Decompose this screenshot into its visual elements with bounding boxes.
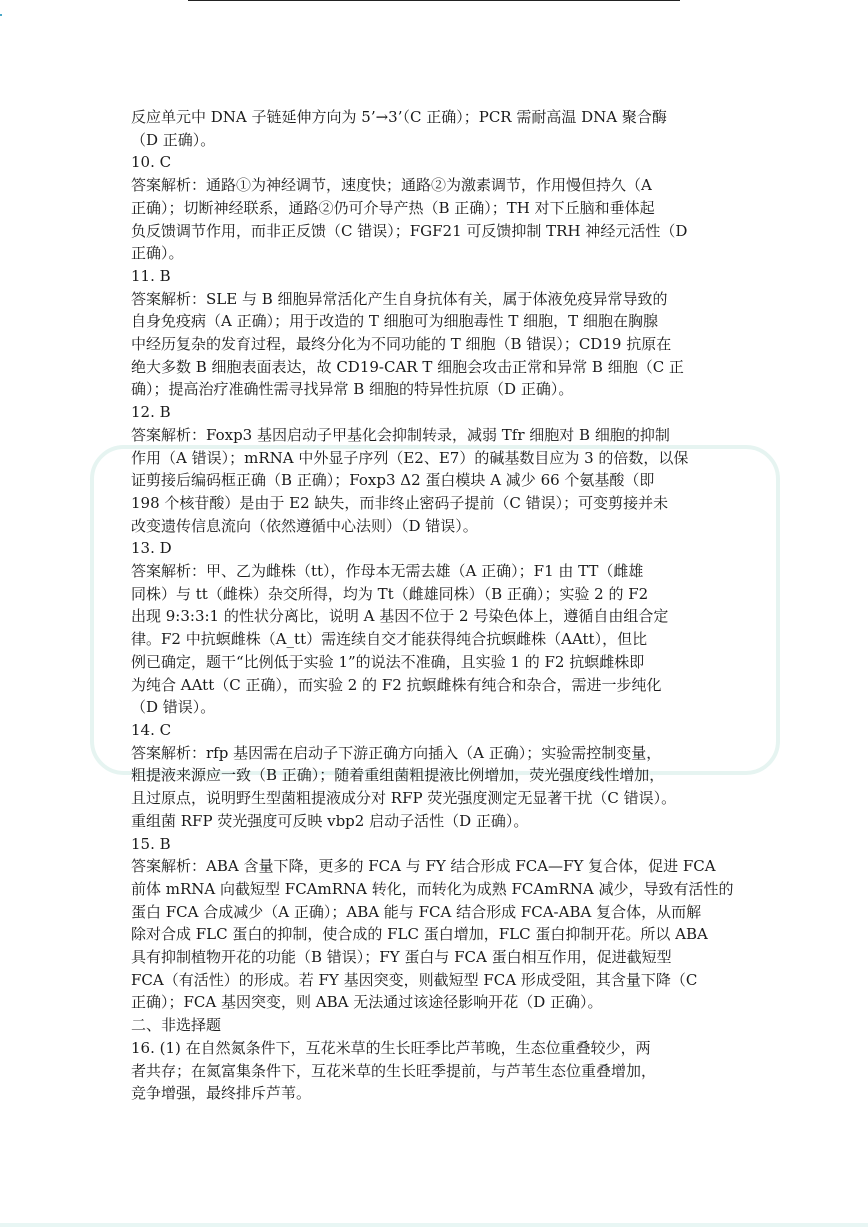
text-line: 竞争增强，最终排斥芦苇。 xyxy=(131,1084,312,1103)
text-line: （D 正确）。 xyxy=(131,130,216,149)
text-line: （D 错误）。 xyxy=(131,698,216,717)
text-line: 确）；提高治疗准确性需寻找异常 B 细胞的特异性抗原（D 正确）。 xyxy=(131,380,574,399)
text-line: 答案解析：ABA 含量下降，更多的 FCA 与 FY 结合形成 FCA—FY 复合体，促进 FCA xyxy=(131,857,716,876)
text-line: 198 个核苷酸）是由于 E2 缺失，而非终止密码子提前（C 错误）；可变剪接并未 xyxy=(131,493,669,512)
text-line: 答案解析：甲、乙为雌株（tt），作母本无需去雄（A 正确）；F1 由 TT（雌雄 xyxy=(131,562,644,581)
text-line: 答案解析：通路①为神经调节，速度快；通路②为激素调节，作用慢但持久（A xyxy=(131,176,652,195)
text-line: 律。F2 中抗螟雌株（A_tt）需连续自交才能获得纯合抗螟雌株（AAtt），但比 xyxy=(131,630,648,649)
text-line: 答案解析：rfp 基因需在启动子下游正确方向插入（A 正确）；实验需控制变量， xyxy=(131,743,662,762)
text-line: 例已确定，题干“比例低于实验 1”的说法不准确，且实验 1 的 F2 抗螟雌株即 xyxy=(131,652,645,671)
text-line: 出现 9:3:3:1 的性状分离比，说明 A 基因不位于 2 号染色体上，遵循自由组合定 xyxy=(131,607,669,626)
text-line: 且过原点，说明野生型菌粗提液成分对 RFP 荧光强度测定无显著干扰（C 错误）。 xyxy=(131,789,677,808)
text-line: 答案解析：Foxp3 基因启动子甲基化会抑制转录，减弱 Tfr 细胞对 B 细胞的抑制 xyxy=(131,425,670,444)
text-line: 正确）；FCA 基因突变，则 ABA 无法通过该途径影响开花（D 正确）。 xyxy=(131,993,603,1012)
text-line: 正确）。 xyxy=(131,244,184,263)
text-line: 14. C xyxy=(131,720,172,739)
text-line: 正确）；切断神经联系，通路②仍可介导产热（B 正确）；TH 对下丘脑和垂体起 xyxy=(131,198,655,217)
text-line: 粗提液来源应一致（B 正确）；随着重组菌粗提液比例增加，荧光强度线性增加， xyxy=(131,766,665,785)
text-line: 作用（A 错误）；mRNA 中外显子序列（E2、E7）的碱基数目应为 3 的倍数，以保 xyxy=(131,448,689,467)
text-line: 答案解析：SLE 与 B 细胞异常活化产生自身抗体有关，属于体液免疫异常导致的 xyxy=(131,289,668,308)
text-line: 同株）与 tt（雌株）杂交所得，均为 Tt（雌雄同株）（B 正确）；实验 2 的 F2 xyxy=(131,584,649,603)
text-line: 中经历复杂的发育过程，最终分化为不同功能的 T 细胞（B 错误）；CD19 抗原在 xyxy=(131,335,672,354)
text-line: 15. B xyxy=(131,834,171,853)
text-line: 自身免疫病（A 正确）；用于改造的 T 细胞可为细胞毒性 T 细胞，T 细胞在胸腺 xyxy=(131,312,658,331)
text-line: 除对合成 FLC 蛋白的抑制，使合成的 FLC 蛋白增加，FLC 蛋白抑制开花。所以 ABA xyxy=(131,925,708,944)
text-line: 证剪接后编码框正确（B 正确）；Foxp3 Δ2 蛋白模块 A 减少 66 个氨基酸（即 xyxy=(131,471,655,490)
answer-text-body xyxy=(131,106,739,1105)
corner-mark xyxy=(0,14,2,16)
text-line: 绝大多数 B 细胞表面表达，故 CD19-CAR T 细胞会攻击正常和异常 B 细胞（C 正 xyxy=(131,357,684,376)
header-rule xyxy=(188,0,680,1)
text-line: 为纯合 AAtt（C 正确），而实验 2 的 F2 抗螟雌株有纯合和杂合，需进一步纯化 xyxy=(131,675,662,694)
text-line: 二、非选择题 xyxy=(131,1016,222,1035)
page-bottom-band xyxy=(0,1223,868,1227)
text-line: 反应单元中 DNA 子链延伸方向为 5’→3’（C 正确）；PCR 需耐高温 DNA 聚合酶 xyxy=(131,108,667,126)
text-line: 改变遗传信息流向（依然遵循中心法则）（D 错误）。 xyxy=(131,516,478,535)
text-line: 前体 mRNA 向截短型 FCAmRNA 转化，而转化为成熟 FCAmRNA 减少，导致有活性的 xyxy=(131,879,734,898)
text-line: 重组菌 RFP 荧光强度可反映 vbp2 启动子活性（D 正确）。 xyxy=(131,811,529,830)
text-line: 11. B xyxy=(131,266,171,285)
text-line: 者共存；在氮富集条件下，互花米草的生长旺季提前，与芦苇生态位重叠增加， xyxy=(131,1061,657,1080)
text-line: 13. D xyxy=(131,539,172,558)
text-line: 16. (1) 在自然氮条件下，互花米草的生长旺季比芦苇晚，生态位重叠较少，两 xyxy=(131,1038,651,1057)
text-line: FCA（有活性）的形成。若 FY 基因突变，则截短型 FCA 形成受阻，其含量下降（C xyxy=(131,970,698,989)
text-line: 负反馈调节作用，而非正反馈（C 错误）；FGF21 可反馈抑制 TRH 神经元活性（D xyxy=(131,221,688,240)
text-line: 10. C xyxy=(131,153,172,172)
text-line: 蛋白 FCA 合成减少（A 正确）；ABA 能与 FCA 结合形成 FCA-ABA 复合体，从而解 xyxy=(131,902,702,921)
text-line: 具有抑制植物开花的功能（B 错误）；FY 蛋白与 FCA 蛋白相互作用，促进截短型 xyxy=(131,948,672,967)
text-line: 12. B xyxy=(131,403,171,422)
